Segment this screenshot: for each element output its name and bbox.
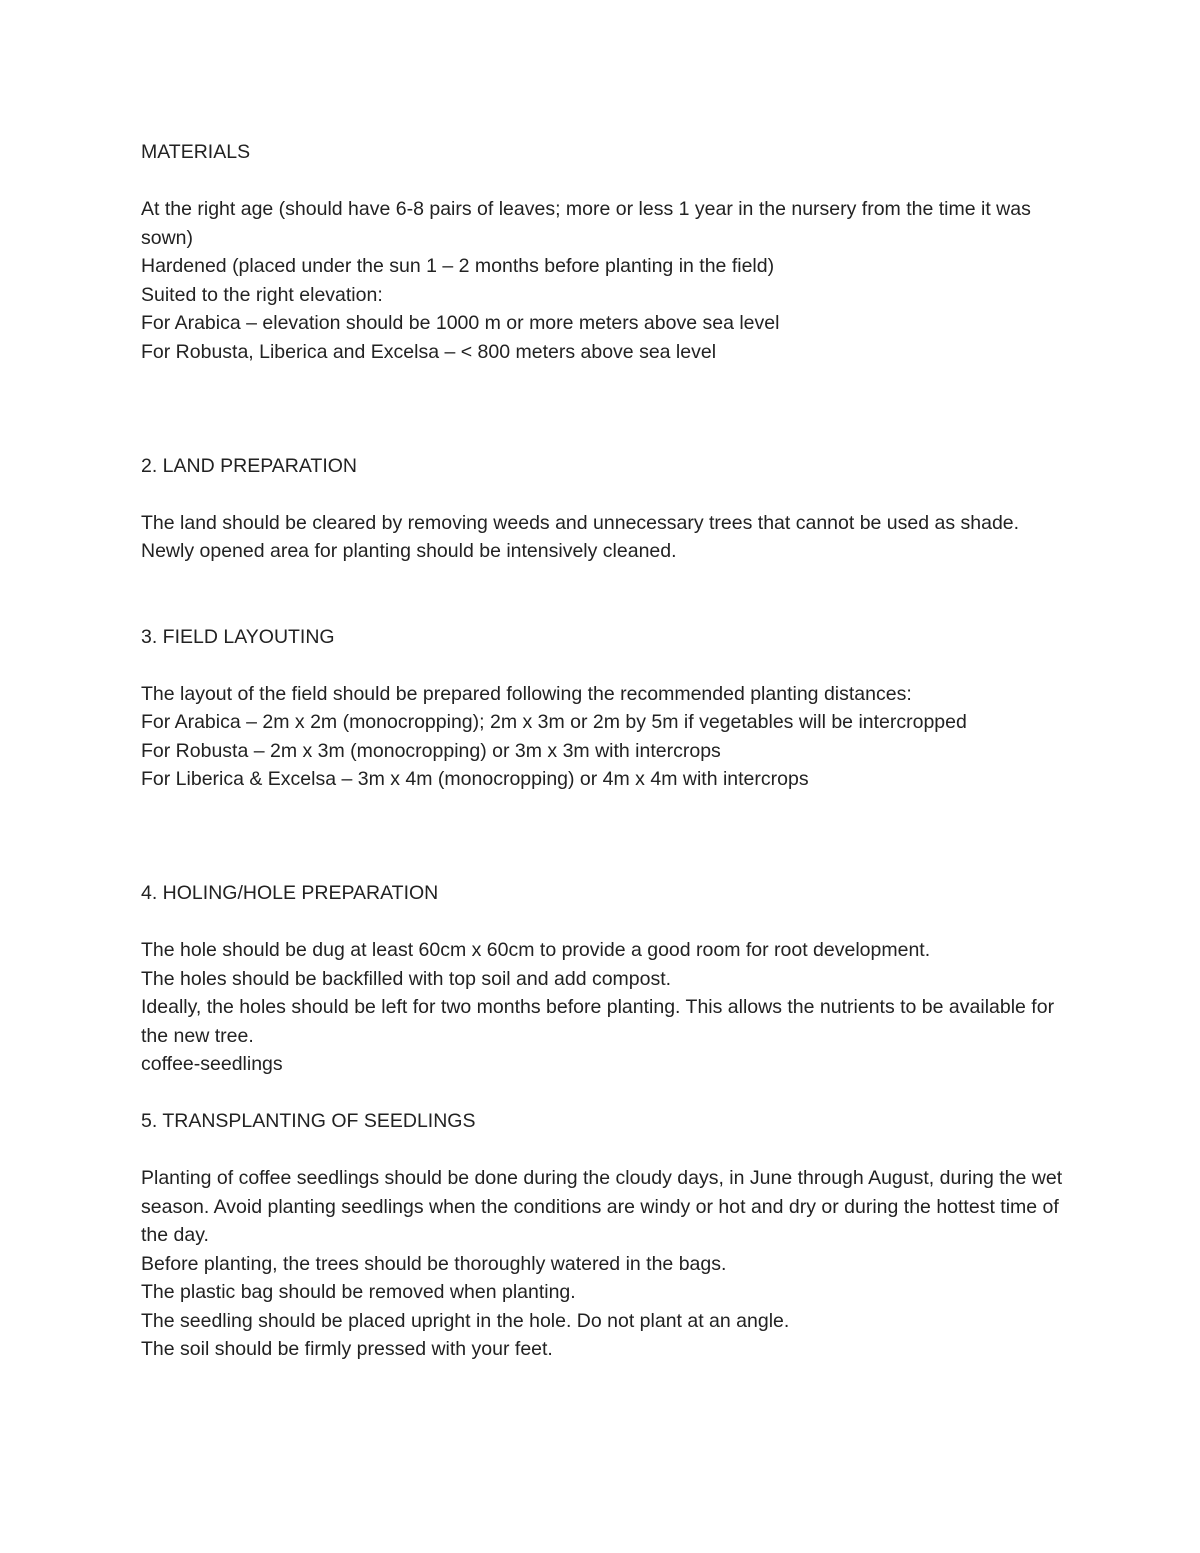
transplanting-line: The soil should be firmly pressed with your feet.	[141, 1338, 553, 1360]
section-heading-transplanting: 5. TRANSPLANTING OF SEEDLINGS	[141, 1110, 476, 1132]
spacer	[141, 1079, 1071, 1108]
spacer	[141, 366, 1071, 452]
spacer	[141, 1136, 1071, 1165]
holing-line: The holes should be backfilled with top soil and add compost.	[141, 967, 672, 990]
field-line: For Robusta – 2m x 3m (monocropping) or 3m x 3m with intercrops	[141, 739, 721, 762]
spacer	[141, 167, 1071, 196]
materials-line: Suited to the right elevation:	[141, 283, 383, 306]
materials-line: At the right age (should have 6-8 pairs of leaves; more or less 1 year in the nursery from the time it was sown)	[141, 198, 1031, 249]
field-line: For Arabica – 2m x 2m (monocropping); 2m x 3m or 2m by 5m if vegetables will be intercropped	[141, 711, 967, 733]
transplanting-line: The seedling should be placed upright in the hole. Do not plant at an angle.	[141, 1309, 790, 1332]
spacer	[141, 651, 1071, 680]
spacer	[141, 908, 1071, 937]
transplanting-line: The plastic bag should be removed when planting.	[141, 1281, 576, 1303]
land-line: Newly opened area for planting should be intensively cleaned.	[141, 540, 677, 562]
section-heading-materials: MATERIALS	[141, 141, 251, 163]
field-line: The layout of the field should be prepared following the recommended planting distances:	[141, 682, 912, 705]
section-heading-field-layouting: 3. FIELD LAYOUTING	[141, 625, 335, 648]
document-page	[141, 138, 1071, 1364]
holing-line: coffee-seedlings	[141, 1053, 283, 1075]
holing-line: Ideally, the holes should be left for two months before planting. This allows the nutrients to be available for the new tree.	[141, 996, 1055, 1047]
section-heading-land-preparation: 2. LAND PREPARATION	[141, 454, 357, 477]
materials-line: For Arabica – elevation should be 1000 m or more meters above sea level	[141, 312, 780, 334]
field-line: For Liberica & Excelsa – 3m x 4m (monocropping) or 4m x 4m with intercrops	[141, 768, 809, 790]
land-line: The land should be cleared by removing weeds and unnecessary trees that cannot be used as shade.	[141, 511, 1020, 534]
spacer	[141, 794, 1071, 880]
materials-line: For Robusta, Liberica and Excelsa – < 800 meters above sea level	[141, 340, 717, 363]
transplanting-line: Before planting, the trees should be thoroughly watered in the bags.	[141, 1252, 727, 1275]
spacer	[141, 566, 1071, 623]
spacer	[141, 480, 1071, 509]
transplanting-line: Planting of coffee seedlings should be done during the cloudy days, in June through August, during the wet season. Avoid planting seedlings when the conditions are windy or hot and dry or during the hottest time of the day.	[141, 1167, 1063, 1246]
materials-line: Hardened (placed under the sun 1 – 2 months before planting in the field)	[141, 255, 775, 277]
holing-line: The hole should be dug at least 60cm x 60cm to provide a good room for root development.	[141, 939, 931, 961]
section-heading-holing: 4. HOLING/HOLE PREPARATION	[141, 882, 439, 904]
